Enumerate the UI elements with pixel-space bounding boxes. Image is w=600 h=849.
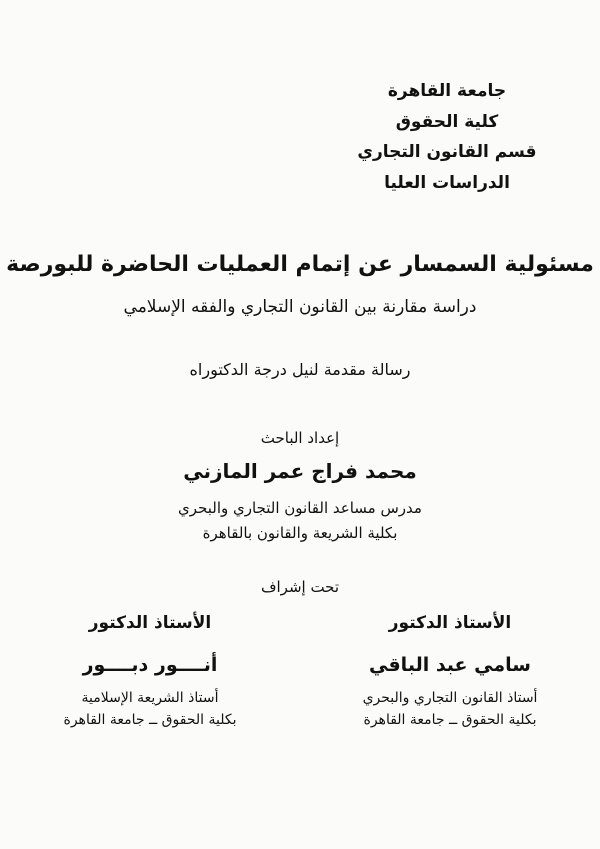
supervisor-affiliation: بكلية الحقوق ــ جامعة القاهرة xyxy=(63,712,237,728)
supervisor-role: أستاذ الشريعة الإسلامية xyxy=(81,690,219,706)
faculty-name: كلية الحقوق xyxy=(395,111,499,132)
department-name: قسم القانون التجاري xyxy=(357,142,537,162)
supervision-label: تحت إشراف xyxy=(260,578,340,596)
university-header xyxy=(300,76,594,198)
university-name: جامعة القاهرة xyxy=(387,81,507,101)
researcher-name: محمد فراج عمر المازني xyxy=(183,459,417,483)
thesis-statement: رسالة مقدمة لنيل درجة الدكتوراه xyxy=(189,360,411,379)
thesis-title: مسئولية السمسار عن إتمام العمليات الحاضرة للبورصة xyxy=(6,252,594,277)
supervisor-degree: الأستاذ الدكتور xyxy=(388,613,512,633)
supervisor-second xyxy=(0,608,300,732)
supervisors-section xyxy=(0,608,600,732)
researcher-role: مدرس مساعد القانون التجاري والبحري xyxy=(178,499,422,517)
supervisor-degree: الأستاذ الدكتور xyxy=(88,613,212,633)
supervisor-role: أستاذ القانون التجاري والبحري xyxy=(362,690,538,706)
supervisor-name: سامي عبد الباقي xyxy=(369,654,531,676)
graduate-studies-label: الدراسات العليا xyxy=(384,172,510,193)
supervisor-first xyxy=(300,608,600,732)
supervisor-affiliation: بكلية الحقوق ــ جامعة القاهرة xyxy=(363,712,537,728)
supervisor-name: أنــــور دبــــور xyxy=(82,654,218,676)
thesis-subtitle: دراسة مقارنة بين القانون التجاري والفقه الإسلامي xyxy=(123,297,477,317)
researcher-affiliation: بكلية الشريعة والقانون بالقاهرة xyxy=(202,524,398,542)
researcher-label: إعداد الباحث xyxy=(260,429,340,447)
